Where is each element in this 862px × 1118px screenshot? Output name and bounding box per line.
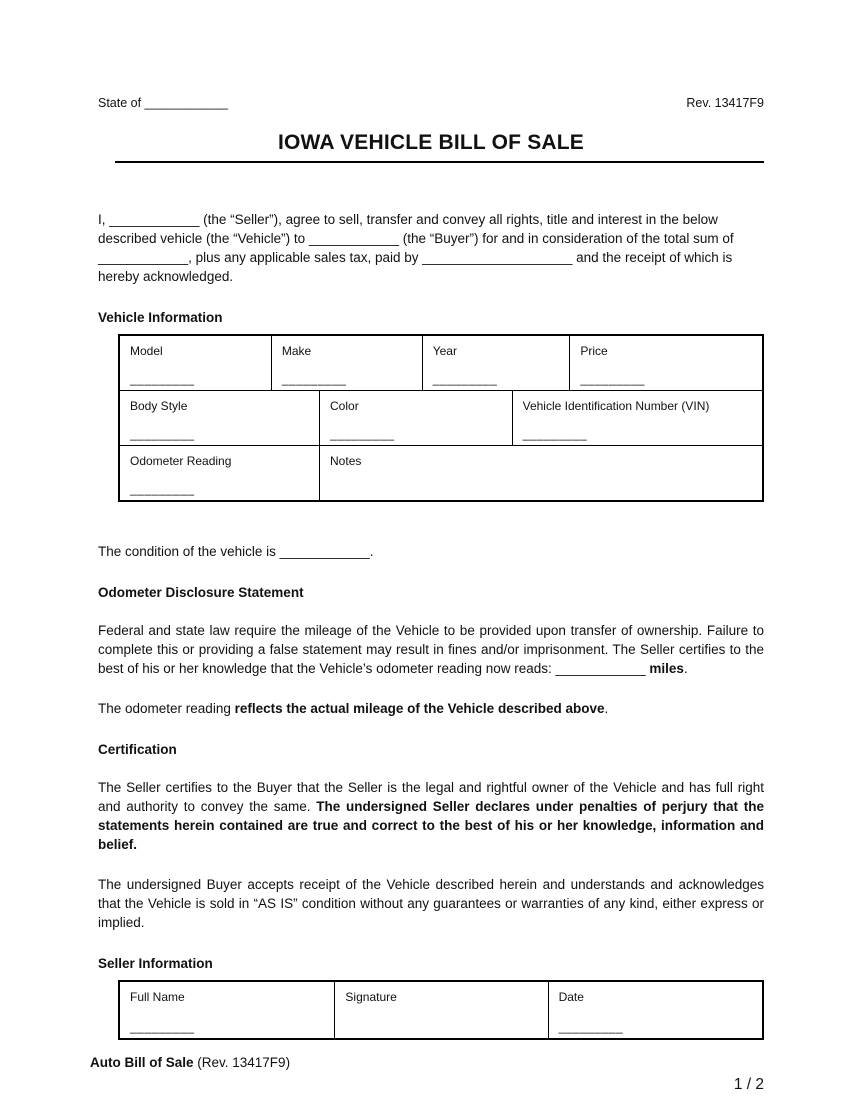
cell-odometer-reading [120,446,319,500]
cell-blank: _________ [580,372,645,386]
cell-blank: _________ [432,372,498,386]
condition-line: The condition of the vehicle is ____________. [98,544,374,559]
cell-blank: _________ [281,372,347,386]
cell-blank: _________ [330,427,395,441]
certification-paragraph-1: The Seller certifies to the Buyer that the Seller is the legal and rightful owner of the Vehicle and has full right and authority to convey the same. The undersigned Seller declares under penalties of perjury that the statements herein contained are true and correct to the best of his or her knowledge, information and belief. [98,780,764,852]
cell-blank: _________ [522,427,588,441]
cell-blank: _________ [130,1020,195,1034]
cell-full-name [120,982,334,1038]
cell-label: Vehicle Identification Number (VIN) [522,399,710,413]
footer-document-name-bold: Auto Bill of Sale [90,1055,194,1070]
cell-label: Price [580,344,608,358]
section-heading-certification: Certification [98,742,177,757]
cell-notes [319,446,762,500]
cell-label: Date [558,990,584,1004]
table-row [120,390,762,445]
odometer-paragraph-1: Federal and state law require the mileage of the Vehicle to be provided upon transfer of ownership. Failure to complete this or providing a false statement may result in fines and/or imprisonment. The Seller certifies to the best of his or her knowledge that the Vehicle’s odometer reading now reads: ____________ miles. [98,623,764,676]
cell-date [548,982,762,1038]
footer-document-name [90,1055,290,1070]
cell-label: Body Style [130,399,188,413]
title-divider [115,161,764,163]
document-title: IOWA VEHICLE BILL OF SALE [277,131,584,154]
cell-price [569,336,762,390]
certification-paragraph-2: The undersigned Buyer accepts receipt of the Vehicle described herein and understands and acknowledges that the Vehicle is sold in “AS IS” condition without any guarantees or warranties of any kind, either express or implied. [98,877,764,930]
cell-blank: _________ [130,427,195,441]
cell-signature [334,982,547,1038]
document-top-row [98,96,764,110]
cell-make [271,336,422,390]
cell-label: Year [432,344,457,358]
section-heading-odometer: Odometer Disclosure Statement [98,585,304,600]
table-row [120,445,762,500]
cell-blank: _________ [558,1020,624,1034]
cell-label: Make [281,344,312,358]
cell-blank: _________ [130,372,195,386]
cell-color [319,391,512,445]
cell-label: Signature [345,990,397,1004]
intro-paragraph: I, ____________ (the “Seller”), agree to sell, transfer and convey all rights, title and interest in the below described vehicle (the “Vehicle”) to ____________ (the “Buyer”) for and in consideration of the total sum of ____________, plus any applicable sales tax, paid by ____________________ and the receipt of which is hereby acknowledged. [98,212,734,284]
footer-document-name-rest: (Rev. 13417F9) [193,1055,291,1070]
state-of-line: State of ____________ [98,96,228,110]
cell-label: Color [330,399,359,413]
odometer-paragraph-2: The odometer reading reflects the actual mileage of the Vehicle described above. [98,701,609,716]
cell-model [120,336,271,390]
cell-blank: _________ [130,482,195,496]
cell-vin [512,391,762,445]
table-row [120,336,762,390]
seller-info-table [118,980,764,1040]
cell-label: Full Name [130,990,185,1004]
table-row [120,982,762,1038]
page-number: 1 / 2 [733,1076,764,1093]
cell-body-style [120,391,319,445]
section-heading-vehicle-information: Vehicle Information [98,310,223,325]
cell-label: Model [130,344,163,358]
cell-label: Odometer Reading [130,454,232,468]
cell-year [422,336,570,390]
vehicle-info-table [118,334,764,502]
cell-label: Notes [330,454,362,468]
section-heading-seller-information: Seller Information [98,956,213,971]
revision-number: Rev. 13417F9 [686,96,764,110]
